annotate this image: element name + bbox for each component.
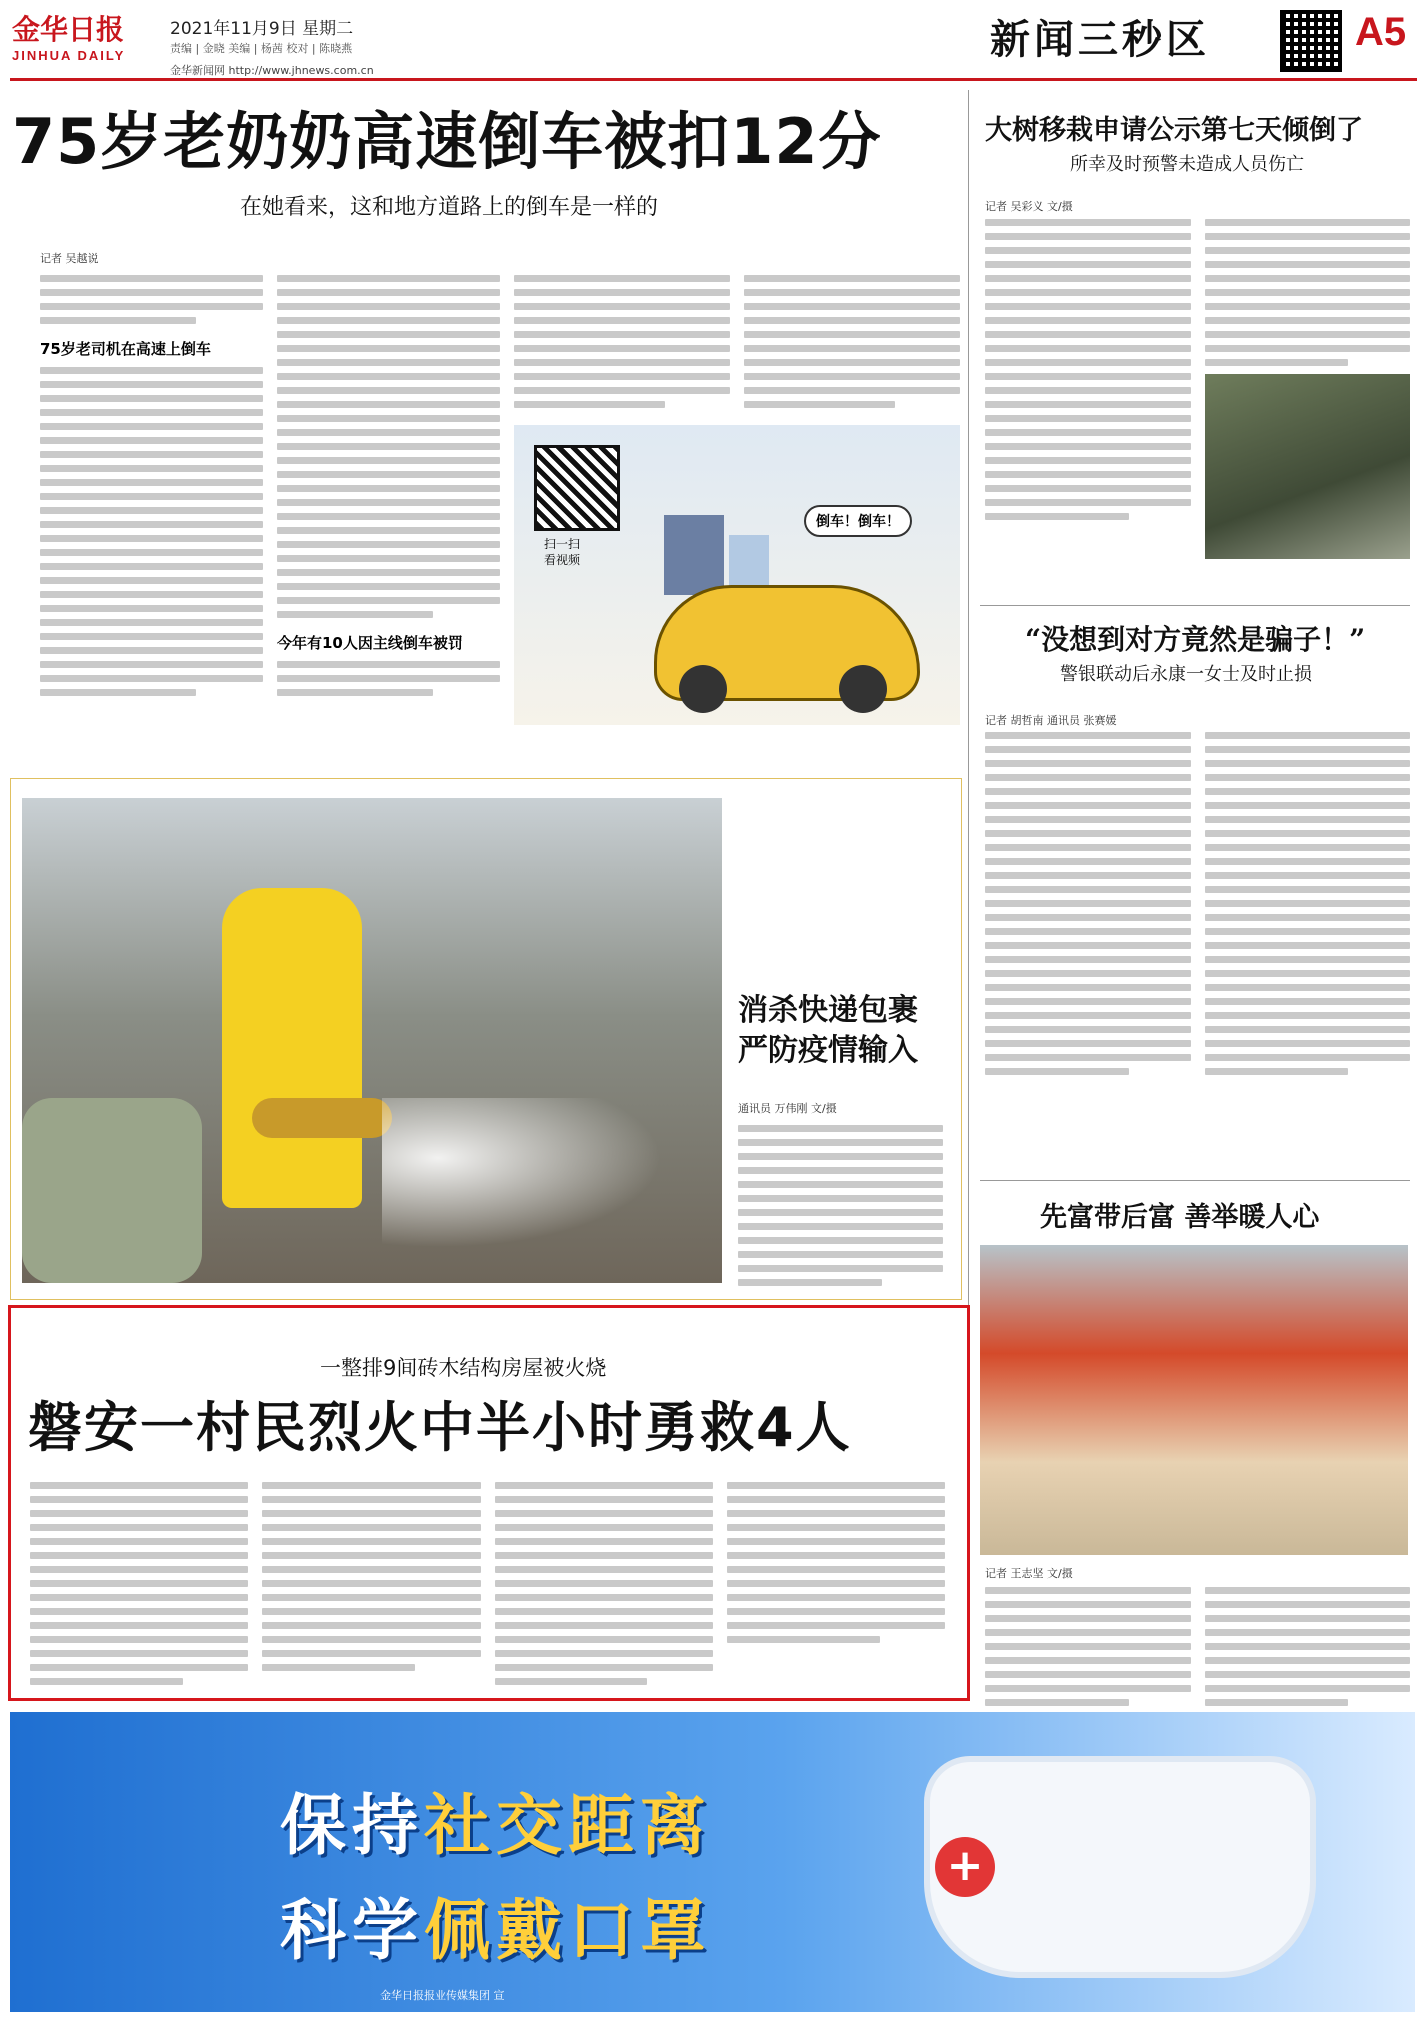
ad-line-1 — [280, 1772, 712, 1867]
sprayer-icon — [252, 1098, 392, 1138]
photo-headline-2: 严防疫情输入 — [738, 1033, 918, 1068]
scam-headline: “没想到对方竟然是骗子！” — [1025, 623, 1366, 656]
masthead-rule — [10, 78, 1417, 81]
page-number: A5 — [1355, 10, 1407, 54]
ad-footer: 金华日报报业传媒集团 宣 — [380, 1989, 505, 2002]
tree-subhead: 所幸及时预警未造成人员伤亡 — [1070, 154, 1304, 175]
disinfection-photo — [22, 798, 722, 1283]
section-rule — [980, 605, 1410, 606]
wheel-icon — [679, 665, 727, 713]
ad-line-1b: 社交距离 — [424, 1787, 712, 1864]
video-qr-code-icon[interactable] — [534, 445, 620, 531]
scam-body — [985, 725, 1410, 1082]
fire-kicker: 一整排9间砖木结构房屋被火烧 — [320, 1356, 607, 1380]
building-shape — [664, 515, 724, 595]
editors-line: 责编 | 金晓 美编 | 杨茜 校对 | 陈晓燕 — [170, 42, 353, 55]
issue-date: 2021年11月9日 星期二 — [170, 19, 354, 39]
lead-col-2 — [277, 268, 500, 738]
public-service-ad — [10, 1712, 1415, 2012]
section-title: 新闻三秒区 — [990, 16, 1210, 63]
logo-english: JINHUA DAILY — [12, 48, 126, 63]
lead-inline-subhead-1: 75岁老司机在高速上倒车 — [40, 340, 211, 358]
section-rule — [980, 1180, 1410, 1181]
logo-chinese: 金华日报 — [12, 13, 125, 46]
speech-bubble: 倒车！倒车！ — [804, 505, 912, 537]
lead-byline: 记者 吴越说 — [40, 252, 99, 265]
charity-headline: 先富带后富 善举暖人心 — [1040, 1202, 1320, 1233]
tree-byline: 记者 吴彩义 文/摄 — [985, 200, 1073, 213]
parcel-bags — [22, 1098, 202, 1283]
charity-body — [985, 1580, 1410, 1713]
worker-yellow-suit — [222, 888, 362, 1208]
fire-headline: 磐安一村民烈火中半小时勇救4人 — [28, 1396, 852, 1459]
lead-subhead: 在她看来，这和地方道路上的倒车是一样的 — [240, 195, 659, 220]
charity-photo — [980, 1245, 1408, 1555]
wheel-icon — [839, 665, 887, 713]
fire-body — [30, 1475, 945, 1692]
photo-body — [738, 1118, 943, 1293]
qr-code-icon — [1280, 10, 1342, 72]
tree-body — [985, 212, 1410, 559]
column-rule — [968, 90, 969, 1320]
scam-byline: 记者 胡哲南 通讯员 张赛媛 — [985, 714, 1117, 727]
photo-headline-1: 消杀快递包裹 — [738, 993, 918, 1028]
lead-col-3 — [514, 268, 960, 738]
medical-cross-icon: + — [935, 1837, 995, 1897]
newspaper-logo — [12, 8, 162, 63]
lead-body — [40, 268, 960, 738]
ad-line-2a: 科学 — [280, 1892, 424, 1969]
lead-col-1 — [40, 268, 263, 738]
photo-byline: 通讯员 万伟刚 文/摄 — [738, 1102, 837, 1115]
website-line: 金华新闻网 http://www.jhnews.com.cn — [170, 64, 374, 77]
spray-mist — [382, 1098, 662, 1248]
scam-subhead: 警银联动后永康一女士及时止损 — [1060, 664, 1312, 685]
fallen-tree-photo — [1205, 374, 1411, 559]
lead-inline-subhead-2: 今年有10人因主线倒车被罚 — [277, 634, 463, 652]
tree-headline: 大树移栽申请公示第七天倾倒了 — [985, 115, 1363, 146]
ad-line-2 — [280, 1877, 712, 1972]
charity-byline: 记者 王志坚 文/摄 — [985, 1567, 1073, 1580]
lead-headline: 75岁老奶奶高速倒车被扣12分 — [12, 105, 882, 178]
qr-caption-2: 看视频 — [544, 553, 581, 567]
cartoon-illustration — [514, 425, 960, 725]
ad-line-2b: 佩戴口罩 — [424, 1892, 712, 1969]
qr-caption-1: 扫一扫 — [544, 537, 581, 551]
ad-line-1a: 保持 — [280, 1787, 424, 1864]
